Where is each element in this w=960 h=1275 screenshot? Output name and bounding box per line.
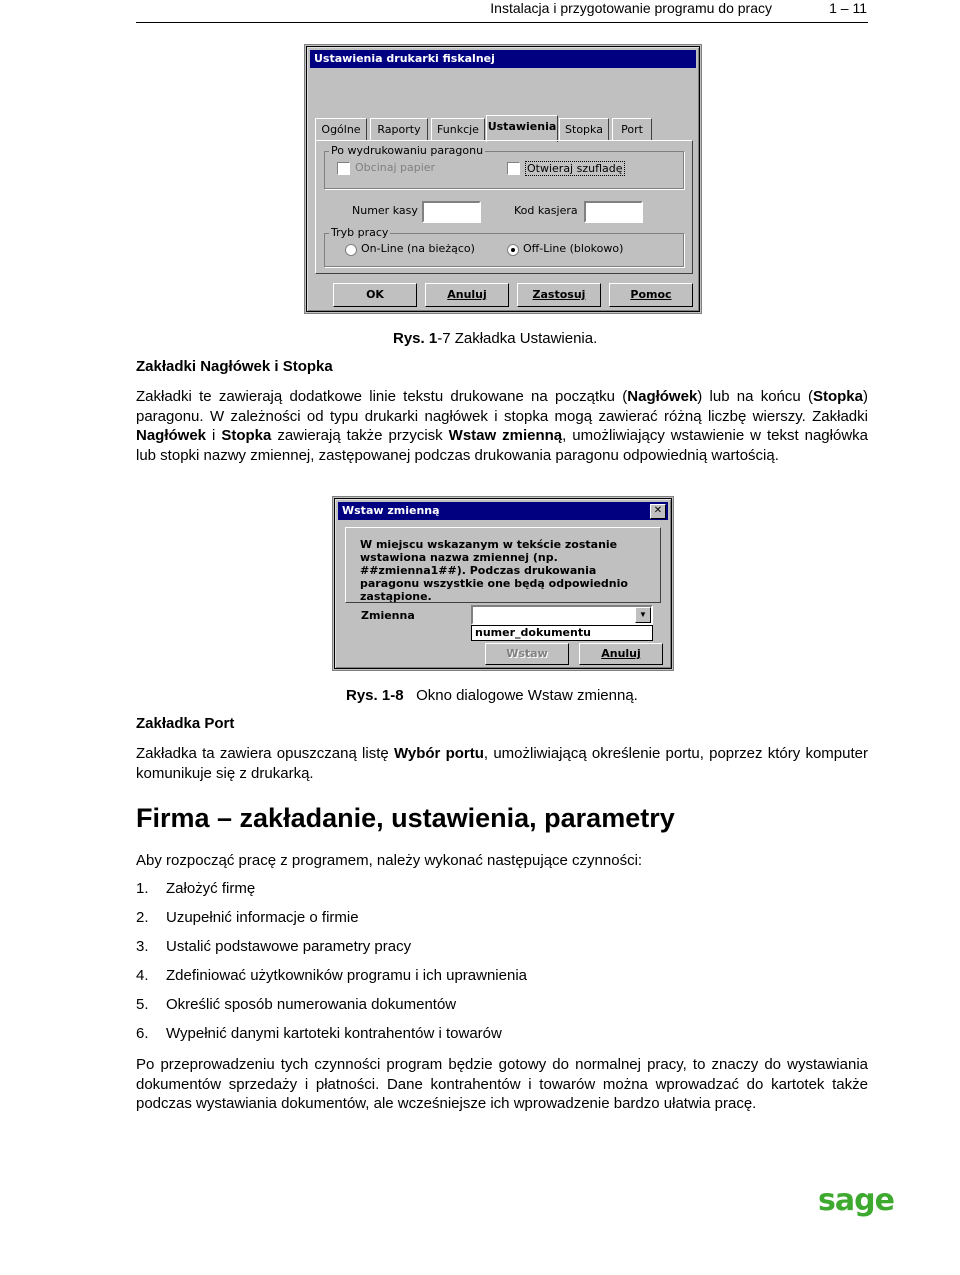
figure-2-caption-label: Rys. 1-8 bbox=[346, 687, 404, 704]
list-item-number: 4. bbox=[136, 967, 149, 984]
insert-button[interactable]: Wstaw bbox=[485, 643, 569, 665]
cashier-code-input[interactable] bbox=[584, 201, 643, 223]
dropdown-option[interactable]: numer_dokumentu bbox=[475, 626, 591, 639]
cashier-code-label: Kod kasjera bbox=[514, 204, 578, 217]
cut-paper-checkbox[interactable] bbox=[337, 162, 350, 175]
chevron-down-icon[interactable]: ▼ bbox=[635, 607, 651, 623]
tab-settings[interactable]: Ustawienia bbox=[486, 115, 558, 142]
help-button[interactable]: Pomoc bbox=[609, 283, 693, 307]
para1-bold-1: Nagłówek bbox=[627, 388, 698, 405]
insert-variable-titlebar bbox=[338, 502, 668, 520]
variable-dropdown[interactable] bbox=[471, 605, 653, 625]
work-mode-group bbox=[324, 226, 684, 267]
list-item bbox=[136, 967, 527, 984]
intro-text: Aby rozpocząć pracę z programem, należy wykonać następujące czynności: bbox=[136, 852, 643, 869]
list-item bbox=[136, 880, 255, 897]
figure-1-frame bbox=[304, 44, 702, 314]
figure-2-caption-text: Okno dialogowe Wstaw zmienną. bbox=[416, 687, 638, 704]
para1-text-5: zawierają także przycisk bbox=[271, 427, 449, 444]
insert-variable-dialog bbox=[334, 498, 672, 669]
tab-port[interactable]: Port bbox=[612, 118, 652, 141]
para2-bold-1: Wybór portu bbox=[393, 745, 484, 762]
para1-text-4: i bbox=[206, 427, 222, 444]
sage-logo: sage bbox=[818, 1183, 894, 1218]
list-item bbox=[136, 909, 359, 926]
list-item-text: Ustalić podstawowe parametry pracy bbox=[166, 938, 412, 955]
close-icon[interactable]: ✕ bbox=[650, 504, 666, 519]
online-label: On-Line (na bieżąco) bbox=[361, 242, 475, 255]
para1-text-3: ) paragonu. W zależności od typu drukarki nagłówek i stopka mogą zawierać różną liczbę wierszy. Zakładki bbox=[136, 388, 868, 425]
list-item bbox=[136, 1025, 502, 1042]
para1-text-2: ) lub na końcu ( bbox=[697, 388, 813, 405]
offline-radio[interactable] bbox=[507, 244, 519, 256]
open-drawer-checkbox[interactable] bbox=[507, 162, 520, 175]
open-drawer-label: Otwieraj szufladę bbox=[527, 162, 623, 175]
para1-text-1: Zakładki te zawierają dodatkowe linie tekstu drukowane na początku ( bbox=[136, 388, 628, 405]
figure-1-caption-label: Rys. 1 bbox=[393, 330, 438, 347]
page-number: 1 – 11 bbox=[829, 0, 867, 16]
tab-footer[interactable]: Stopka bbox=[559, 118, 609, 141]
list-item-number: 5. bbox=[136, 996, 149, 1013]
paragraph-port bbox=[136, 744, 868, 783]
register-number-label: Numer kasy bbox=[352, 204, 418, 217]
work-mode-label: Tryb pracy bbox=[331, 226, 389, 239]
figure-2-caption bbox=[346, 687, 638, 704]
para1-bold-4: Stopka bbox=[221, 427, 272, 444]
cut-paper-label: Obcinaj papier bbox=[355, 161, 436, 174]
insert-cancel-button[interactable]: Anuluj bbox=[579, 643, 663, 665]
para1-bold-3: Nagłówek bbox=[136, 427, 207, 444]
online-radio[interactable] bbox=[345, 244, 357, 256]
list-item-number: 2. bbox=[136, 909, 149, 926]
para1-text-6: , umożliwiający wstawienie w tekst nagłówka lub stopki nazwy zmiennej, zastępowanej podczas drukowania paragonu odpowiednią wartością. bbox=[136, 427, 868, 464]
message-panel bbox=[345, 527, 661, 603]
list-item-text: Uzupełnić informacje o firmie bbox=[166, 909, 359, 926]
list-item-number: 3. bbox=[136, 938, 149, 955]
list-item-number: 1. bbox=[136, 880, 149, 897]
paragraph-header-footer bbox=[136, 387, 868, 465]
running-header-title: Instalacja i przygotowanie programu do pracy bbox=[490, 0, 772, 16]
list-item-number: 6. bbox=[136, 1025, 149, 1042]
cancel-button[interactable]: Anuluj bbox=[425, 283, 509, 307]
variable-label: Zmienna bbox=[361, 609, 415, 622]
settings-tab-panel bbox=[315, 140, 693, 274]
receipt-options-label: Po wydrukowaniu paragonu bbox=[331, 144, 484, 157]
list-item bbox=[136, 938, 411, 955]
list-item-text: Zdefiniować użytkowników programu i ich uprawnienia bbox=[166, 967, 528, 984]
variable-dropdown-list[interactable] bbox=[471, 625, 653, 641]
register-number-input[interactable] bbox=[422, 201, 481, 223]
dialog-title: Ustawienia drukarki fiskalnej bbox=[314, 52, 495, 65]
para1-bold-5: Wstaw zmienną bbox=[448, 427, 563, 444]
tab-general[interactable]: Ogólne bbox=[315, 118, 367, 141]
ok-button[interactable]: OK bbox=[333, 283, 417, 307]
side-heading-port: Zakładka Port bbox=[136, 715, 235, 732]
list-item bbox=[136, 996, 456, 1013]
receipt-options-group bbox=[324, 144, 684, 189]
outro-text: Po przeprowadzeniu tych czynności program będzie gotowy do normalnej pracy, to znaczy do wystawiania dokumentów sprzedaży i płatności. Dane kontrahentów i towarów można wprowadzać do kartotek także podczas wystawiania dokumentów, ale wcześniejsze ich wprowadzenie bardzo ułatwia pracę. bbox=[136, 1056, 868, 1112]
fiscal-printer-settings-dialog bbox=[306, 46, 700, 312]
apply-button[interactable]: Zastosuj bbox=[517, 283, 601, 307]
insert-variable-message: W miejscu wskazanym w tekście zostanie wstawiona nazwa zmiennej (np. ##zmienna1##). Podczas drukowania paragonu wszystkie one będą odpowiednio zastąpione. bbox=[360, 538, 628, 603]
dialog-titlebar bbox=[310, 50, 696, 68]
figure-1-caption-text: -7 Zakładka Ustawienia. bbox=[437, 330, 598, 347]
figure-1-caption bbox=[393, 330, 597, 347]
tab-functions[interactable]: Funkcje bbox=[431, 118, 485, 141]
figure-2-frame bbox=[332, 496, 674, 671]
list-item-text: Określić sposób numerowania dokumentów bbox=[166, 996, 457, 1013]
insert-variable-title: Wstaw zmienną bbox=[342, 504, 440, 517]
section-title: Firma – zakładanie, ustawienia, parametry bbox=[136, 803, 675, 833]
list-item-text: Wypełnić danymi kartoteki kontrahentów i towarów bbox=[166, 1025, 502, 1042]
header-rule bbox=[136, 22, 868, 23]
para2-text-2: , umożliwiającą określenie portu, poprzez który komputer komunikuje się z drukarką. bbox=[136, 745, 868, 782]
para2-text-1: Zakładka ta zawiera opuszczaną listę bbox=[136, 745, 394, 762]
tab-reports[interactable]: Raporty bbox=[370, 118, 428, 141]
list-item-text: Założyć firmę bbox=[166, 880, 256, 897]
offline-label: Off-Line (blokowo) bbox=[523, 242, 624, 255]
side-heading-header-footer: Zakładki Nagłówek i Stopka bbox=[136, 358, 333, 375]
para1-bold-2: Stopka bbox=[812, 388, 863, 405]
